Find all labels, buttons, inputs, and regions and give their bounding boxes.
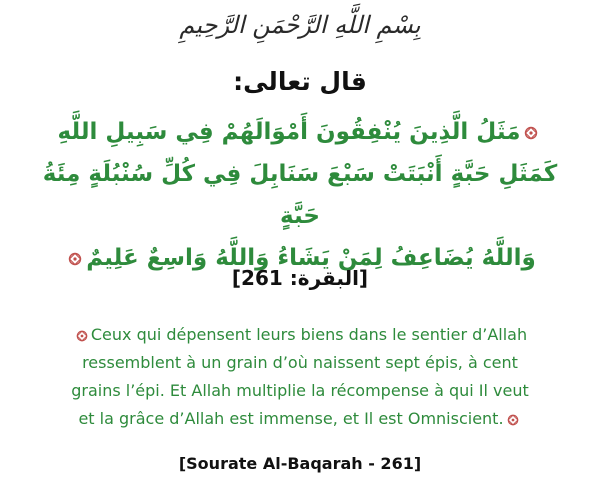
verse-text-line-3: وَاللَّهُ يُضَاعِفُ لِمَنْ يَشَاءُ وَاللَّهُ وَاسِعٌ عَلِيمٌ bbox=[86, 245, 536, 271]
ornament-close-icon bbox=[507, 414, 519, 426]
translation-line-3 bbox=[12, 377, 588, 405]
translation-line-2 bbox=[12, 349, 588, 377]
translation-text-line-2: ressemblent à un grain d’où naissent sept épis, à cent bbox=[82, 353, 518, 372]
ornament-open-icon bbox=[76, 330, 88, 342]
translation-text-line-1: Ceux qui dépensent leurs biens dans le sentier d’Allah bbox=[90, 325, 528, 344]
ornament-open-icon bbox=[524, 126, 538, 140]
verse-text-line-1: مَثَلُ الَّذِينَ يُنْفِقُونَ أَمْوَالَهُمْ فِي سَبِيلِ اللَّهِ bbox=[57, 119, 521, 145]
verse-line-2 bbox=[36, 153, 564, 237]
qala-heading: قال تعالى: bbox=[233, 67, 367, 96]
basmala-calligraphy: بِسْمِ اللَّهِ الرَّحْمَنِ الرَّحِيمِ bbox=[179, 11, 421, 39]
translation-line-1 bbox=[12, 321, 588, 349]
arabic-reference: [البقرة: 261] bbox=[231, 266, 369, 290]
french-translation bbox=[12, 321, 588, 433]
translation-text-line-3: grains l’épi. Et Allah multiplie la récompense à qui Il veut bbox=[71, 381, 529, 400]
french-reference: [Sourate Al-Baqarah - 261] bbox=[178, 454, 422, 473]
translation-line-4 bbox=[12, 405, 588, 433]
translation-text-line-4: et la grâce d’Allah est immense, et Il est Omniscient. bbox=[78, 409, 504, 428]
verse-text-line-2: كَمَثَلِ حَبَّةٍ أَنْبَتَتْ سَبْعَ سَنَابِلَ فِي كُلِّ سُنْبُلَةٍ مِئَةُ حَبَّةٍ bbox=[42, 161, 558, 229]
verse-line-1 bbox=[36, 111, 564, 153]
quran-verse bbox=[36, 111, 564, 279]
